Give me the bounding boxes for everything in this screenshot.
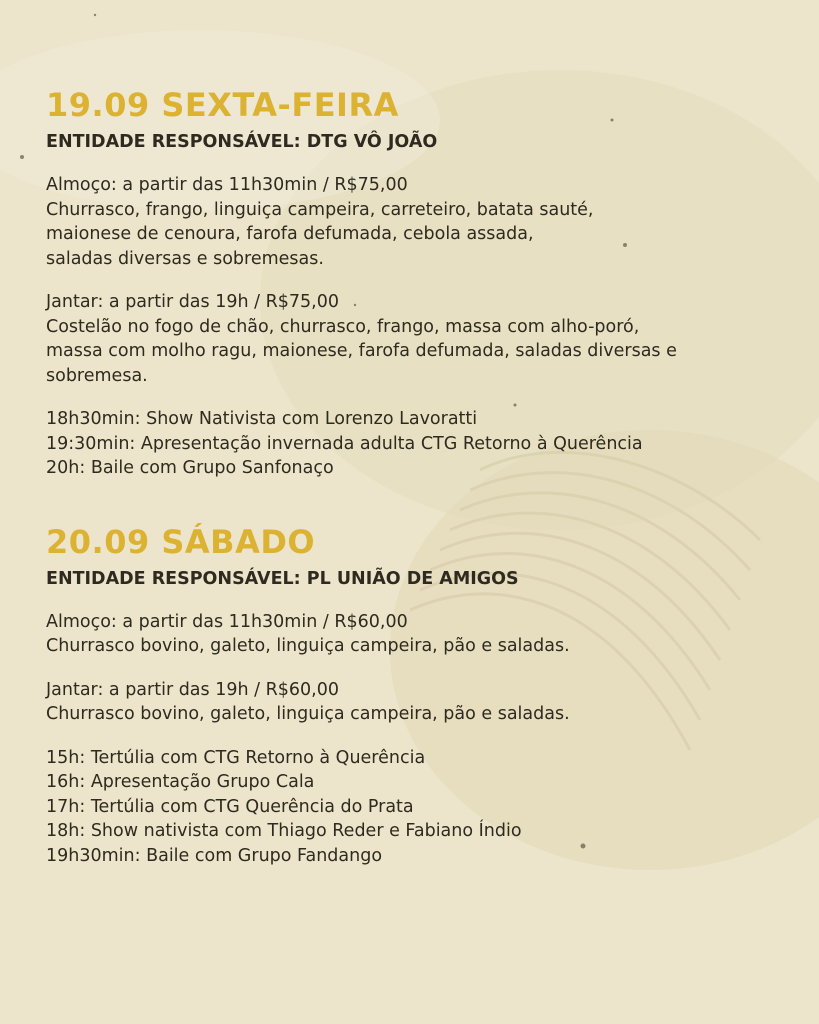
responsible-entity: ENTIDADE RESPONSÁVEL: PL UNIÃO DE AMIGOS [46,568,519,589]
schedule-block [46,407,796,481]
day-section-saturday [46,523,796,869]
lunch-menu-line: maionese de cenoura, farofa defumada, cebola assada, [46,224,534,244]
lunch-menu-line: Churrasco, frango, linguiça campeira, carreteiro, batata sauté, [46,199,594,220]
day-section-friday [46,86,796,481]
dinner-header: Jantar: a partir das 19h / R$60,00 [46,679,339,700]
lunch-header: Almoço: a partir das 11h30min / R$60,00 [46,611,408,632]
schedule-item: 18h: Show nativista com Thiago Reder e Fabiano Índio [46,821,522,841]
schedule-item: 16h: Apresentação Grupo Cala [46,772,315,792]
dinner-block [46,678,796,727]
schedule-item: 17h: Tertúlia com CTG Querência do Prata [46,796,414,817]
day-title: 20.09 SÁBADO [46,522,316,561]
lunch-block [46,610,796,659]
dinner-menu-line: massa com molho ragu, maionese, farofa defumada, saladas diversas e [46,341,677,361]
dinner-menu-line: sobremesa. [46,365,148,386]
lunch-menu-line: Churrasco bovino, galeto, linguiça campeira, pão e saladas. [46,636,570,656]
lunch-menu-line: saladas diversas e sobremesas. [46,248,324,269]
dinner-header: Jantar: a partir das 19h / R$75,00 [46,292,339,312]
lunch-header: Almoço: a partir das 11h30min / R$75,00 [46,175,408,195]
responsible-entity: ENTIDADE RESPONSÁVEL: DTG VÔ JOÃO [46,132,438,152]
schedule-item: 20h: Baile com Grupo Sanfonaço [46,458,334,478]
lunch-block [46,173,796,271]
event-schedule [46,86,796,868]
schedule-item: 19h30min: Baile com Grupo Fandango [46,845,383,866]
schedule-item: 18h30min: Show Nativista com Lorenzo Lavoratti [46,409,478,429]
schedule-item: 15h: Tertúlia com CTG Retorno à Querência [46,747,426,768]
dinner-menu-line: Costelão no fogo de chão, churrasco, frango, massa com alho-poró, [46,316,640,337]
dinner-menu-line: Churrasco bovino, galeto, linguiça campeira, pão e saladas. [46,704,570,724]
dinner-block [46,290,796,388]
schedule-block [46,746,796,869]
day-title: 19.09 SEXTA-FEIRA [46,86,399,124]
schedule-item: 19:30min: Apresentação invernada adulta CTG Retorno à Querência [46,433,643,454]
